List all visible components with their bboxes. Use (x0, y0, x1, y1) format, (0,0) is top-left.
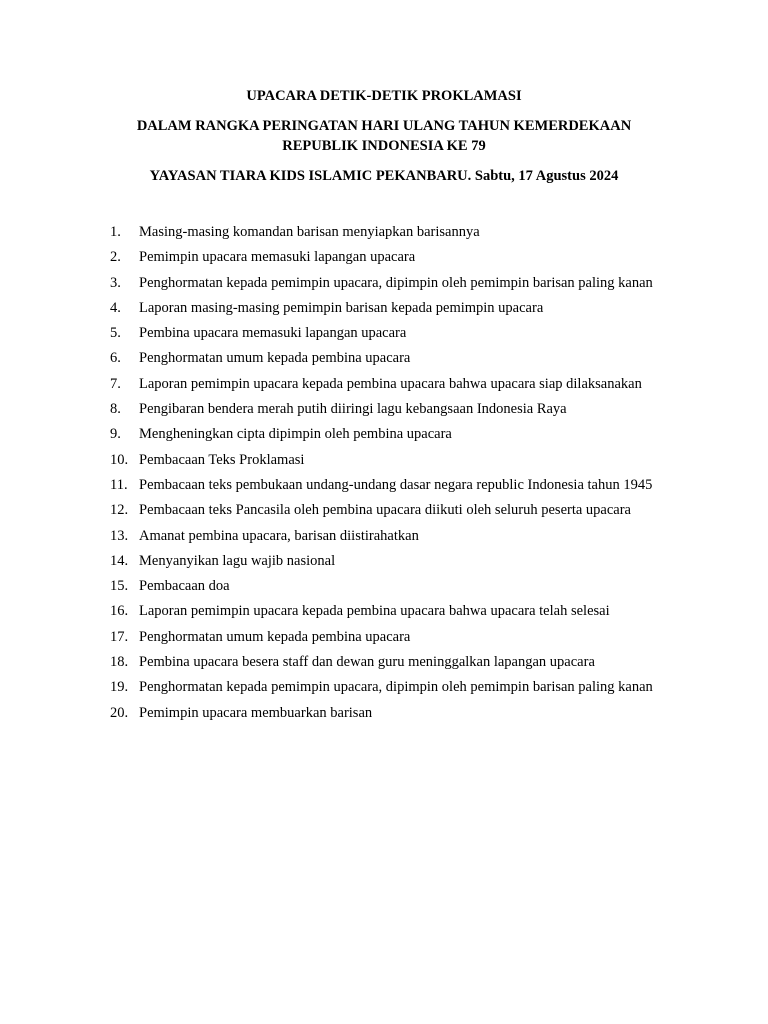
list-item (110, 473, 674, 498)
list-item (110, 372, 674, 397)
list-item-number: 9. (110, 426, 121, 443)
list-item-text: Pemimpin upacara membuarkan barisan (139, 704, 373, 721)
list-item-text: Pembina upacara memasuki lapangan upacara (139, 325, 407, 342)
list-item-text: Pembacaan Teks Proklamasi (139, 451, 305, 468)
list-item (110, 701, 674, 726)
list-item-text: Penghormatan kepada pemimpin upacara, dipimpin oleh pemimpin barisan paling kanan (139, 679, 653, 696)
list-item-text: Menyanyikan lagu wajib nasional (139, 552, 336, 569)
list-item-number: 18. (110, 654, 129, 671)
list-item-number: 13. (110, 527, 129, 544)
list-item (110, 271, 674, 296)
list-item-number: 6. (110, 350, 121, 367)
list-item-text: Penghormatan kepada pemimpin upacara, dipimpin oleh pemimpin barisan paling kanan (139, 274, 653, 291)
list-item-text: Laporan masing-masing pemimpin barisan kepada pemimpin upacara (139, 299, 544, 316)
list-item (110, 498, 674, 523)
list-item (110, 296, 674, 321)
list-item (110, 397, 674, 422)
agenda-list (110, 220, 674, 726)
list-item (110, 524, 674, 549)
list-item (110, 245, 674, 270)
list-item-number: 20. (110, 704, 129, 721)
list-item-number: 14. (110, 552, 129, 569)
list-item-text: Pembacaan teks pembukaan undang-undang dasar negara republic Indonesia tahun 1945 (139, 476, 653, 493)
list-item-number: 17. (110, 628, 129, 645)
list-item-text: Masing-masing komandan barisan menyiapkan barisannya (139, 224, 480, 240)
document-subtitle-line-1: DALAM RANGKA PERINGATAN HARI ULANG TAHUN KEMERDEKAAN (136, 118, 632, 134)
list-item (110, 650, 674, 675)
list-item-text: Pembacaan teks Pancasila oleh pembina upacara diikuti oleh seluruh peserta upacara (139, 502, 631, 519)
document-subtitle-line-2: REPUBLIK INDONESIA KE 79 (282, 138, 486, 154)
list-item-text: Pembina upacara besera staff dan dewan guru meninggalkan lapangan upacara (139, 654, 595, 671)
list-item-text: Pembacaan doa (139, 578, 230, 595)
list-item-text: Penghormatan umum kepada pembina upacara (139, 628, 411, 645)
document-title: UPACARA DETIK-DETIK PROKLAMASI (246, 88, 522, 104)
list-item (110, 574, 674, 599)
list-item-text: Laporan pemimpin upacara kepada pembina upacara bahwa upacara telah selesai (139, 603, 610, 620)
list-item-number: 7. (110, 375, 121, 392)
list-item-number: 3. (110, 274, 121, 291)
list-item-number: 16. (110, 603, 129, 620)
list-item-number: 2. (110, 249, 121, 266)
list-item (110, 549, 674, 574)
list-item-number: 12. (110, 502, 129, 519)
list-item-text: Mengheningkan cipta dipimpin oleh pembina upacara (139, 426, 452, 443)
list-item (110, 346, 674, 371)
list-item (110, 321, 674, 346)
list-item-number: 15. (110, 578, 129, 595)
list-item-number: 5. (110, 325, 121, 342)
document-organizer-date: YAYASAN TIARA KIDS ISLAMIC PEKANBARU. Sabtu, 17 Agustus 2024 (149, 168, 619, 184)
list-item-number: 8. (110, 401, 121, 418)
list-item-number: 10. (110, 451, 129, 468)
list-item (110, 625, 674, 650)
list-item-text: Amanat pembina upacara, barisan diistirahatkan (139, 527, 419, 544)
list-item (110, 422, 674, 447)
list-item-number: 4. (110, 299, 121, 316)
list-item-number: 11. (110, 476, 128, 493)
list-item-text: Penghormatan umum kepada pembina upacara (139, 350, 411, 367)
list-item (110, 448, 674, 473)
list-item (110, 220, 674, 245)
list-item-text: Pengibaran bendera merah putih diiringi lagu kebangsaan Indonesia Raya (139, 401, 567, 418)
list-item-text: Pemimpin upacara memasuki lapangan upacara (139, 249, 416, 266)
list-item-number: 19. (110, 679, 129, 696)
list-item (110, 675, 674, 700)
list-item (110, 599, 674, 624)
document-header (95, 86, 673, 186)
list-item-number: 1. (110, 224, 121, 240)
list-item-text: Laporan pemimpin upacara kepada pembina upacara bahwa upacara siap dilaksanakan (139, 375, 642, 392)
